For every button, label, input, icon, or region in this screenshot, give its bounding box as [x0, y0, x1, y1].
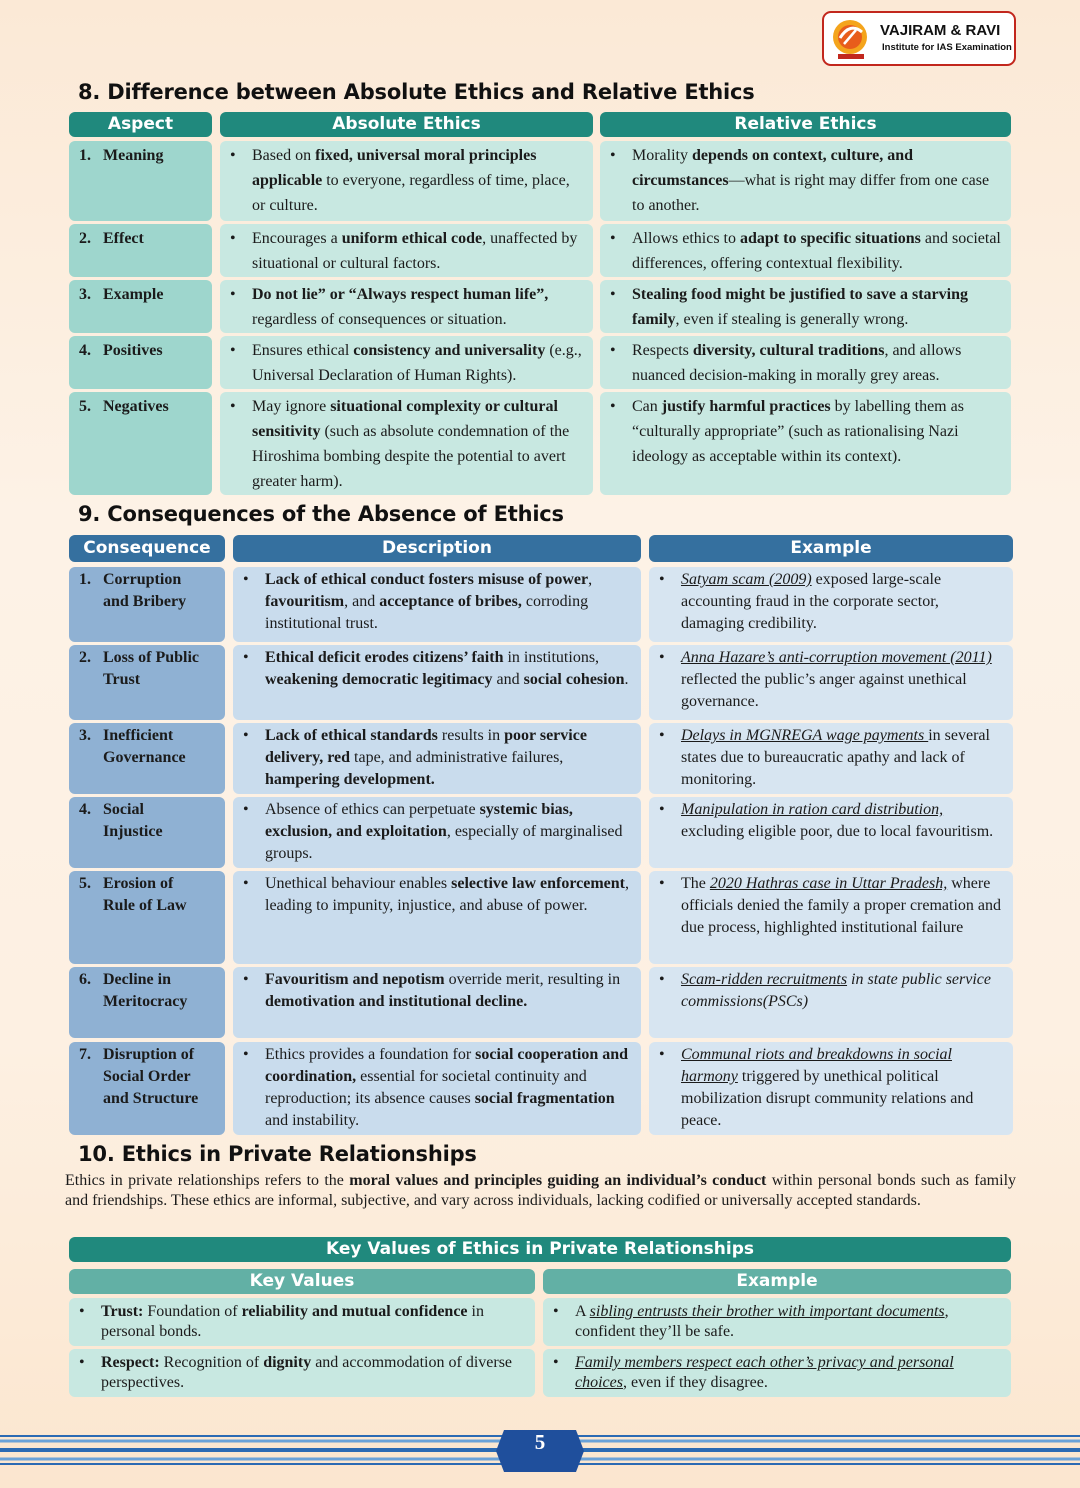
- aspect-negatives: 5. Negatives: [69, 392, 212, 495]
- example-rule-of-law: • The 2020 Hathras case in Uttar Pradesh, where officials denied the family a proper cremation and due process, highlighted institutional failure: [649, 871, 1013, 964]
- page-number: 5: [534, 1430, 546, 1454]
- col-header-relative: Relative Ethics: [600, 112, 1011, 137]
- col-header-aspect: Aspect: [69, 112, 212, 137]
- consequence-governance: 3. Inefficient Governance: [69, 723, 225, 794]
- consequence-rule-of-law: 5. Erosion of Rule of Law: [69, 871, 225, 964]
- brand-emblem-icon: [830, 18, 872, 60]
- col-header-consequence: Consequence: [69, 535, 225, 562]
- section9-title: 9. Consequences of the Absence of Ethics: [78, 502, 564, 526]
- absolute-meaning: • Based on fixed, universal moral principles applicable to everyone, regardless of time, place, or culture.: [220, 141, 593, 221]
- absolute-example: • Do not lie” or “Always respect human life”, regardless of consequences or situation.: [220, 280, 593, 333]
- absolute-positives: • Ensures ethical consistency and universality (e.g., Universal Declaration of Human Rights).: [220, 336, 593, 389]
- key-values-table-title: Key Values of Ethics in Private Relationships: [69, 1237, 1011, 1262]
- col-header-key-example: Example: [543, 1269, 1011, 1294]
- key-example-trust: • A sibling entrusts their brother with important documents, confident they’ll be safe.: [543, 1298, 1011, 1346]
- consequence-social-order: 7. Disruption of Social Order and Structure: [69, 1042, 225, 1135]
- description-meritocracy: • Favouritism and nepotism override merit, resulting in demotivation and institutional decline.: [233, 967, 641, 1038]
- relative-positives: • Respects diversity, cultural traditions, and allows nuanced decision-making in morally grey areas.: [600, 336, 1011, 389]
- example-meritocracy: • Scam-ridden recruitments in state public service commissions(PSCs): [649, 967, 1013, 1038]
- example-injustice: • Manipulation in ration card distribution, excluding eligible poor, due to local favouritism.: [649, 797, 1013, 868]
- aspect-positives: 4. Positives: [69, 336, 212, 389]
- consequence-public-trust: 2. Loss of Public Trust: [69, 645, 225, 720]
- section10-title: 10. Ethics in Private Relationships: [78, 1142, 477, 1166]
- example-public-trust: • Anna Hazare’s anti-corruption movement (2011) reflected the public’s anger against unethical governance.: [649, 645, 1013, 720]
- description-public-trust: • Ethical deficit erodes citizens’ faith in institutions, weakening democratic legitimacy and social cohesion.: [233, 645, 641, 720]
- brand-tagline: Institute for IAS Examination: [882, 42, 1012, 53]
- description-governance: • Lack of ethical standards results in poor service delivery, red tape, and administrative failures, hampering development.: [233, 723, 641, 794]
- section10-paragraph: Ethics in private relationships refers to the moral values and principles guiding an individual’s conduct within personal bonds such as family and friendships. These ethics are informal, subjective, and vary across individuals, lacking codified or universally accepted standards.: [65, 1172, 1017, 1209]
- key-example-respect: • Family members respect each other’s privacy and personal choices, even if they disagree.: [543, 1349, 1011, 1397]
- relative-meaning: • Morality depends on context, culture, and circumstances—what is right may differ from one case to another.: [600, 141, 1011, 221]
- brand-name: VAJIRAM & RAVI: [880, 22, 1001, 39]
- col-header-description: Description: [233, 535, 641, 562]
- relative-effect: • Allows ethics to adapt to specific situations and societal differences, offering contextual flexibility.: [600, 224, 1011, 277]
- example-governance: • Delays in MGNREGA wage payments in several states due to bureaucratic apathy and lack of monitoring.: [649, 723, 1013, 794]
- consequence-meritocracy: 6. Decline in Meritocracy: [69, 967, 225, 1038]
- description-social-order: • Ethics provides a foundation for social cooperation and coordination, essential for societal continuity and reproduction; its absence causes social fragmentation and instability.: [233, 1042, 641, 1135]
- brand-logo: [822, 11, 1016, 66]
- relative-example: • Stealing food might be justified to save a starving family, even if stealing is generally wrong.: [600, 280, 1011, 333]
- description-rule-of-law: • Unethical behaviour enables selective law enforcement, leading to impunity, injustice, and abuse of power.: [233, 871, 641, 964]
- relative-negatives: • Can justify harmful practices by labelling them as “culturally appropriate” (such as rationalising Nazi ideology as acceptable within its context).: [600, 392, 1011, 495]
- aspect-meaning: 1. Meaning: [69, 141, 212, 221]
- example-corruption: • Satyam scam (2009) exposed large-scale accounting fraud in the corporate sector, damaging credibility.: [649, 567, 1013, 642]
- key-value-respect: • Respect: Recognition of dignity and accommodation of diverse perspectives.: [69, 1349, 535, 1397]
- aspect-example: 3. Example: [69, 280, 212, 333]
- description-injustice: • Absence of ethics can perpetuate systemic bias, exclusion, and exploitation, especially of marginalised groups.: [233, 797, 641, 868]
- example-social-order: • Communal riots and breakdowns in social harmony triggered by unethical political mobilization disrupt community relations and peace.: [649, 1042, 1013, 1135]
- consequence-injustice: 4. Social Injustice: [69, 797, 225, 868]
- absolute-negatives: • May ignore situational complexity or cultural sensitivity (such as absolute condemnation of the Hiroshima bombing despite the potential to avert greater harm).: [220, 392, 593, 495]
- section8-title: 8. Difference between Absolute Ethics and Relative Ethics: [78, 80, 755, 104]
- aspect-effect: 2. Effect: [69, 224, 212, 277]
- key-value-trust: • Trust: Foundation of reliability and mutual confidence in personal bonds.: [69, 1298, 535, 1346]
- col-header-example: Example: [649, 535, 1013, 562]
- absolute-effect: • Encourages a uniform ethical code, unaffected by situational or cultural factors.: [220, 224, 593, 277]
- col-header-absolute: Absolute Ethics: [220, 112, 593, 137]
- col-header-key-values: Key Values: [69, 1269, 535, 1294]
- consequence-corruption: 1. Corruption and Bribery: [69, 567, 225, 642]
- description-corruption: • Lack of ethical conduct fosters misuse of power, favouritism, and acceptance of bribes, corroding institutional trust.: [233, 567, 641, 642]
